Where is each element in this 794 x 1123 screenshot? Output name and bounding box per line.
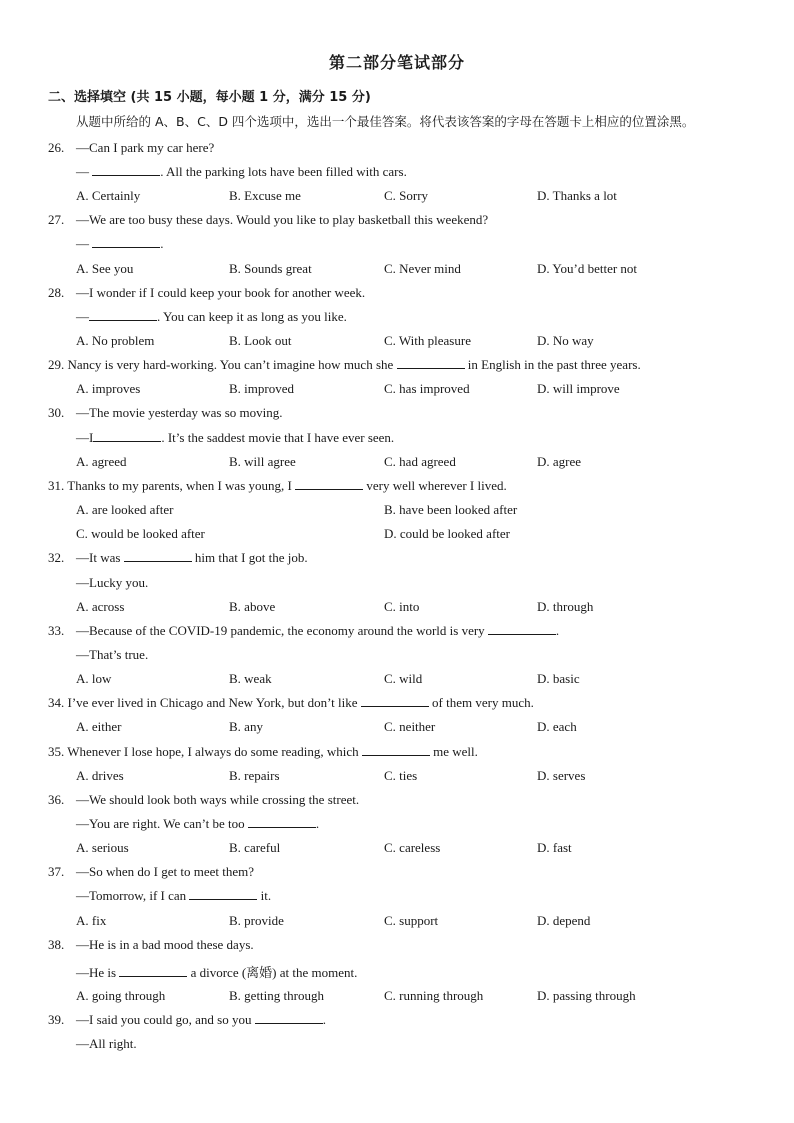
option-d: D. could be looked after [384, 526, 510, 541]
option-a: A. improves [76, 381, 141, 396]
question-line: —Can I park my car here? [76, 140, 215, 155]
option-a: A. drives [76, 768, 124, 783]
option-d: D. serves [537, 768, 586, 783]
answer-blank [295, 478, 363, 490]
option-c: C. support [384, 913, 439, 928]
option-b: B. weak [229, 671, 272, 686]
option-b: B. have been looked after [384, 502, 518, 517]
option-b: B. Look out [229, 333, 292, 348]
question-line: —It was him that I got the job. [76, 550, 308, 565]
question-line: — . You can keep it as long as you like. [76, 309, 347, 324]
option-c: C. into [384, 599, 420, 614]
option-d: D. agree [537, 454, 582, 469]
option-a: A. fix [76, 913, 107, 928]
option-c: C. With pleasure [384, 333, 471, 348]
option-c: C. would be looked after [76, 526, 205, 541]
question-number: 37. [48, 864, 65, 879]
question-line: 31. Thanks to my parents, when I was young, I very well wherever I lived. [48, 478, 507, 493]
option-d: D. You’d better not [537, 261, 638, 276]
question-line: —Lucky you. [76, 575, 149, 590]
option-c: C. careless [384, 840, 441, 855]
answer-blank [488, 623, 556, 635]
option-c: C. Sorry [384, 188, 429, 203]
answer-blank [255, 1012, 323, 1024]
option-b: B. careful [229, 840, 281, 855]
option-b: B. improved [229, 381, 294, 396]
option-c: C. wild [384, 671, 423, 686]
question-line: —I wonder if I could keep your book for another week. [76, 285, 366, 300]
option-d: D. depend [537, 913, 591, 928]
option-c: C. Never mind [384, 261, 461, 276]
option-d: D. will improve [537, 381, 620, 396]
option-b: B. any [229, 719, 263, 734]
option-a: A. serious [76, 840, 129, 855]
answer-blank [92, 164, 160, 176]
question-line: —Tomorrow, if I can it. [76, 888, 272, 903]
question-line: —We are too busy these days. Would you like to play basketball this weekend? [76, 212, 489, 227]
option-b: B. repairs [229, 768, 280, 783]
question-number: 28. [48, 285, 65, 300]
question-line: —The movie yesterday was so moving. [76, 405, 283, 420]
option-d: D. No way [537, 333, 594, 348]
question-number: 36. [48, 792, 65, 807]
question-number: 26. [48, 140, 65, 155]
instruction-text: 从题中所给的 A、B、C、D 四个选项中，选出一个最佳答案。将代表该答案的字母在答题卡上相应的位置涂黑。 [76, 114, 695, 129]
option-c: C. has improved [384, 381, 470, 396]
answer-blank [93, 430, 161, 442]
option-d: D. basic [537, 671, 580, 686]
option-d: D. Thanks a lot [537, 188, 617, 203]
option-a: A. across [76, 599, 125, 614]
option-a: A. See you [76, 261, 134, 276]
option-a: A. are looked after [76, 502, 174, 517]
option-c: C. ties [384, 768, 418, 783]
answer-blank [189, 888, 257, 900]
option-c: C. had agreed [384, 454, 456, 469]
option-d: D. fast [537, 840, 572, 855]
option-a: A. Certainly [76, 188, 141, 203]
option-d: D. each [537, 719, 577, 734]
option-a: A. agreed [76, 454, 127, 469]
question-line: 35. Whenever I lose hope, I always do some reading, which me well. [48, 744, 478, 759]
option-b: B. provide [229, 913, 284, 928]
question-line: —We should look both ways while crossing the street. [76, 792, 360, 807]
option-b: B. Sounds great [229, 261, 312, 276]
question-line: — . [76, 236, 164, 251]
question-line: —You are right. We can’t be too . [76, 816, 320, 831]
question-line: —That’s true. [76, 647, 149, 662]
option-a: A. No problem [76, 333, 155, 348]
option-b: B. getting through [229, 988, 324, 1003]
question-number: 32. [48, 550, 65, 565]
answer-blank [124, 550, 192, 562]
answer-blank [361, 695, 429, 707]
question-line: 29. Nancy is very hard-working. You can’t imagine how much she in English in the past three years. [48, 357, 641, 372]
option-a: A. going through [76, 988, 166, 1003]
option-b: B. above [229, 599, 276, 614]
section-heading: 二、选择填空 (共 15 小题，每小题 1 分，满分 15 分) [48, 90, 371, 105]
question-number: 27. [48, 212, 65, 227]
question-line: —He is a divorce (离婚) at the moment. [76, 965, 358, 980]
answer-blank [397, 357, 465, 369]
answer-blank [119, 965, 187, 977]
question-line: —Because of the COVID-19 pandemic, the economy around the world is very . [76, 623, 560, 638]
question-line: —He is in a bad mood these days. [76, 937, 254, 952]
question-line: —I . It’s the saddest movie that I have ever seen. [76, 430, 395, 445]
page-title: 第二部分笔试部分 [328, 53, 465, 72]
question-line: —I said you could go, and so you . [76, 1012, 326, 1027]
question-number: 33. [48, 623, 65, 638]
question-line: —All right. [76, 1036, 137, 1051]
question-number: 38. [48, 937, 65, 952]
option-d: D. passing through [537, 988, 636, 1003]
question-line: —So when do I get to meet them? [76, 864, 254, 879]
option-a: A. low [76, 671, 112, 686]
question-number: 30. [48, 405, 65, 420]
option-d: D. through [537, 599, 594, 614]
answer-blank [89, 309, 157, 321]
option-a: A. either [76, 719, 122, 734]
option-b: B. Excuse me [229, 188, 301, 203]
question-line: — . All the parking lots have been filled with cars. [76, 164, 407, 179]
option-c: C. neither [384, 719, 436, 734]
answer-blank [92, 236, 160, 248]
option-c: C. running through [384, 988, 484, 1003]
answer-blank [248, 816, 316, 828]
option-b: B. will agree [229, 454, 296, 469]
question-number: 39. [48, 1012, 65, 1027]
question-line: 34. I’ve ever lived in Chicago and New York, but don’t like of them very much. [48, 695, 534, 710]
answer-blank [362, 744, 430, 756]
